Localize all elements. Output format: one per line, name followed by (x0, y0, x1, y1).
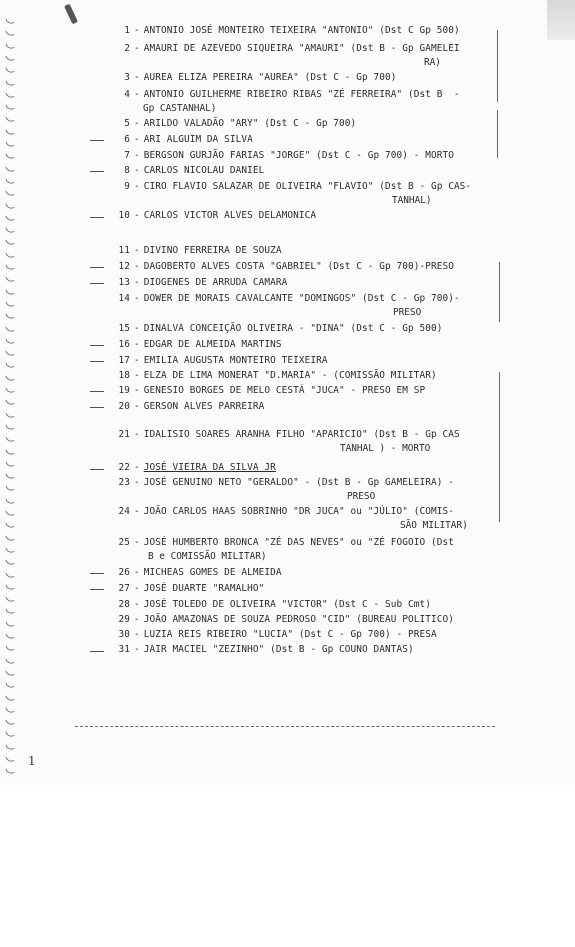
item-text: ARI ALGUIM DA SILVA (143, 134, 253, 145)
item-number: 15 (118, 323, 130, 334)
binder-hole (5, 768, 14, 776)
item-number: 26 (118, 567, 130, 578)
binder-hole (5, 337, 14, 345)
item-text: DINALVA CONCEIÇÃO OLIVEIRA - "DINA" (Dst C - Gp 500) (143, 323, 443, 334)
binder-hole (5, 300, 14, 308)
item-number: 22 (118, 462, 130, 473)
list-item (112, 628, 437, 641)
binder-hole (5, 718, 14, 726)
item-number: 23 (118, 477, 130, 488)
item-number: 17 (118, 355, 130, 366)
binder-hole (5, 79, 14, 87)
item-dash: - (134, 355, 140, 366)
item-text: AUREA ELIZA PEREIRA "AUREA" (Dst C - Gp 700) (143, 72, 397, 83)
item-text: ARILDO VALADÃO "ARY" (Dst C - Gp 700) (143, 118, 357, 129)
margin-line (499, 372, 500, 522)
item-text: JAIR MACIEL "ZEZINHO" (Dst B - Gp COUNO DANTAS) (143, 644, 414, 655)
margin-line (497, 110, 498, 158)
item-number: 21 (118, 429, 130, 440)
item-text: ANTONIO GUILHERME RIBEIRO RIBAS "ZÉ FERREIRA" (Dst B - (143, 89, 460, 100)
item-dash: - (134, 323, 140, 334)
list-item (112, 322, 442, 335)
list-item (112, 276, 287, 289)
list-item (112, 461, 276, 474)
item-text: JOÃO CARLOS HAAS SOBRINHO "DR JUCA" ou "JÚLIO" (COMIS- (143, 506, 454, 517)
item-dash: - (134, 25, 140, 36)
item-text: CARLOS NICOLAU DANIEL (143, 165, 265, 176)
binder-hole (5, 362, 14, 370)
item-text: JOSÉ TOLEDO DE OLIVEIRA "VICTOR" (Dst C - Sub Cmt) (143, 599, 431, 610)
binder-hole (5, 140, 14, 148)
list-item (112, 149, 454, 162)
item-number: 19 (118, 385, 130, 396)
item-text: AMAURI DE AZEVEDO SIQUEIRA "AMAURI" (Dst B - Gp GAMELEI (143, 43, 460, 54)
item-text: CIRO FLAVIO SALAZAR DE OLIVEIRA "FLAVIO" (Dst B - Gp CAS- (143, 181, 472, 192)
item-number: 1 (124, 25, 130, 36)
item-text: EMILIA AUGUSTA MONTEIRO TEIXEIRA (143, 355, 328, 366)
binder-hole (5, 731, 14, 739)
item-text: LUZIA REIS RIBEIRO "LUCIA" (Dst C - Gp 700) - PRESA (143, 629, 437, 640)
item-dash: - (134, 644, 140, 655)
margin-line (499, 262, 500, 322)
binder-hole (5, 743, 14, 751)
binder-hole (5, 226, 14, 234)
list-item (112, 566, 282, 579)
list-item (112, 164, 264, 177)
tick-mark (90, 361, 104, 362)
list-item (112, 260, 454, 273)
binder-hole (5, 312, 14, 320)
item-dash: - (134, 629, 140, 640)
binder-hole (5, 411, 14, 419)
list-item (112, 88, 460, 101)
list-item (112, 244, 282, 257)
item-continuation: RA) (424, 57, 441, 68)
item-number: 31 (118, 644, 130, 655)
binder-hole (5, 251, 14, 259)
item-number: 27 (118, 583, 130, 594)
item-dash: - (134, 401, 140, 412)
list-item (112, 292, 460, 305)
tick-mark (90, 217, 104, 218)
item-continuation: TANHAL ) - MORTO (340, 443, 431, 454)
list-item (112, 476, 454, 489)
item-dash: - (134, 567, 140, 578)
item-dash: - (134, 614, 140, 625)
list-item (112, 71, 397, 84)
blank-area (0, 785, 575, 947)
item-dash: - (134, 293, 140, 304)
binder-hole (5, 153, 14, 161)
item-number: 3 (124, 72, 130, 83)
item-text: ELZA DE LIMA MONERAT "D.MARIA" - (COMISSÃO MILITAR) (143, 370, 437, 381)
item-number: 29 (118, 614, 130, 625)
item-dash: - (134, 370, 140, 381)
item-number: 28 (118, 599, 130, 610)
item-number: 7 (124, 150, 130, 161)
binder-hole (5, 349, 14, 357)
tick-mark (90, 391, 104, 392)
list-item (112, 428, 460, 441)
item-continuation: PRESO (347, 491, 376, 502)
item-continuation: TANHAL) (392, 195, 432, 206)
list-item (112, 117, 356, 130)
item-text: GERSON ALVES PARREIRA (143, 401, 265, 412)
item-number: 8 (124, 165, 130, 176)
item-number: 5 (124, 118, 130, 129)
tick-mark (90, 140, 104, 141)
item-dash: - (134, 537, 140, 548)
list-item (112, 42, 460, 55)
binder-hole (5, 595, 14, 603)
list-item (112, 400, 264, 413)
item-dash: - (134, 261, 140, 272)
item-dash: - (134, 43, 140, 54)
binder-hole (5, 66, 14, 74)
binder-hole (5, 645, 14, 653)
item-text: JOSÉ HUMBERTO BRONCA "ZÉ DAS NEVES" ou "ZÉ FOGOIO (Dst (143, 537, 454, 548)
item-text: DIVINO FERREIRA DE SOUZA (143, 245, 282, 256)
tick-mark (90, 573, 104, 574)
item-dash: - (134, 599, 140, 610)
item-text: JOSÉ VIEIRA DA SILVA JR (143, 462, 276, 473)
binder-hole (5, 263, 14, 271)
item-number: 24 (118, 506, 130, 517)
binder-hole (5, 681, 14, 689)
binder-hole (5, 755, 14, 763)
binder-hole (5, 620, 14, 628)
item-dash: - (134, 477, 140, 488)
list-item (112, 613, 454, 626)
binder-hole (5, 116, 14, 124)
tick-mark (90, 171, 104, 172)
item-dash: - (134, 506, 140, 517)
list-item (112, 582, 264, 595)
item-continuation: PRESO (393, 307, 422, 318)
item-text: JOSÉ DUARTE "RAMALHO" (143, 583, 265, 594)
item-number: 2 (124, 43, 130, 54)
item-number: 12 (118, 261, 130, 272)
binder-hole (5, 42, 14, 50)
list-item (112, 133, 253, 146)
binder-hole (5, 386, 14, 394)
binder-hole (5, 202, 14, 210)
item-text: MICHEAS GOMES DE ALMEIDA (143, 567, 282, 578)
item-dash: - (134, 150, 140, 161)
item-dash: - (134, 72, 140, 83)
item-continuation: Gp CASTANHAL) (143, 103, 217, 114)
binder-hole (5, 103, 14, 111)
item-text: DAGOBERTO ALVES COSTA "GABRIEL" (Dst C - Gp 700)-PRESO (143, 261, 454, 272)
item-text: DOWER DE MORAIS CAVALCANTE "DOMINGOS" (Dst C - Gp 700)- (143, 293, 460, 304)
binder-hole (5, 657, 14, 665)
corner-tab (547, 0, 575, 40)
tick-mark (90, 267, 104, 268)
item-text: JOÃO AMAZONAS DE SOUZA PEDROSO "CID" (BUREAU POLITICO) (143, 614, 454, 625)
item-number: 11 (118, 245, 130, 256)
item-text: ANTONIO JOSÉ MONTEIRO TEIXEIRA "ANTONIO" (Dst C Gp 500) (143, 25, 460, 36)
tick-mark (90, 651, 104, 652)
tick-mark (90, 589, 104, 590)
binder-hole (5, 669, 14, 677)
binder-hole (5, 509, 14, 517)
item-number: 14 (118, 293, 130, 304)
binder-hole (5, 583, 14, 591)
item-number: 30 (118, 629, 130, 640)
margin-line (497, 30, 498, 102)
binder-hole (5, 17, 14, 25)
item-dash: - (134, 118, 140, 129)
binder-hole (5, 91, 14, 99)
binder-hole (5, 423, 14, 431)
list-item (112, 536, 454, 549)
list-item (112, 369, 437, 382)
binder-hole (5, 694, 14, 702)
item-dash: - (134, 89, 140, 100)
item-dash: - (134, 462, 140, 473)
item-text: GENESIO BORGES DE MELO CESTÁ "JUCA" - PRESO EM SP (143, 385, 426, 396)
item-dash: - (134, 277, 140, 288)
binder-hole (5, 128, 14, 136)
binder-hole (5, 571, 14, 579)
item-dash: - (134, 245, 140, 256)
binder-hole (5, 177, 14, 185)
binder-hole (5, 472, 14, 480)
item-number: 20 (118, 401, 130, 412)
list-item (112, 209, 316, 222)
list-item (112, 598, 431, 611)
staple-mark (64, 4, 78, 25)
binder-hole (5, 239, 14, 247)
list-item (112, 354, 328, 367)
list-item (112, 384, 425, 397)
list-item (112, 24, 460, 37)
binder-hole (5, 608, 14, 616)
binder-hole (5, 558, 14, 566)
tick-mark (90, 283, 104, 284)
binder-hole (5, 214, 14, 222)
binder-hole (5, 374, 14, 382)
binder-hole (5, 325, 14, 333)
item-number: 16 (118, 339, 130, 350)
item-number: 18 (118, 370, 130, 381)
item-dash: - (134, 165, 140, 176)
item-text: EDGAR DE ALMEIDA MARTINS (143, 339, 282, 350)
item-number: 10 (118, 210, 130, 221)
binder-hole (5, 522, 14, 530)
binder-hole (5, 632, 14, 640)
binder-hole (5, 485, 14, 493)
item-text: BERGSON GURJÃO FARIAS "JORGE" (Dst C - Gp 700) - MORTO (143, 150, 454, 161)
list-item (112, 180, 471, 193)
item-number: 9 (124, 181, 130, 192)
item-dash: - (134, 385, 140, 396)
tick-mark (90, 345, 104, 346)
binder-hole (5, 276, 14, 284)
item-dash: - (134, 134, 140, 145)
item-dash: - (134, 583, 140, 594)
item-number: 13 (118, 277, 130, 288)
binder-hole (5, 435, 14, 443)
binder-hole (5, 399, 14, 407)
item-dash: - (134, 339, 140, 350)
item-dash: - (134, 210, 140, 221)
binder-hole (5, 54, 14, 62)
list-item (112, 505, 454, 518)
binder-holes (2, 18, 18, 778)
item-number: 6 (124, 134, 130, 145)
list-item (112, 338, 282, 351)
binder-hole (5, 706, 14, 714)
item-text: IDALISIO SOARES ARANHA FILHO "APARICIO" (Dst B - Gp CAS (143, 429, 460, 440)
binder-hole (5, 546, 14, 554)
binder-hole (5, 534, 14, 542)
binder-hole (5, 460, 14, 468)
item-text: CARLOS VICTOR ALVES DELAMONICA (143, 210, 317, 221)
item-continuation: SÃO MILITAR) (400, 520, 468, 531)
tick-mark (90, 469, 104, 470)
item-number: 25 (118, 537, 130, 548)
item-text: DIOGENES DE ARRUDA CAMARA (143, 277, 288, 288)
item-text: JOSÉ GENUINO NETO "GERALDO" - (Dst B - Gp GAMELEIRA) - (143, 477, 454, 488)
binder-hole (5, 448, 14, 456)
binder-hole (5, 30, 14, 38)
page-number: 1 (28, 754, 36, 768)
binder-hole (5, 288, 14, 296)
binder-hole (5, 189, 14, 197)
item-dash: - (134, 181, 140, 192)
item-number: 4 (124, 89, 130, 100)
item-continuation: B e COMISSÃO MILITAR) (148, 551, 267, 562)
binder-hole (5, 165, 14, 173)
list-item (112, 643, 414, 656)
item-dash: - (134, 429, 140, 440)
bottom-dashed-line (75, 718, 495, 727)
tick-mark (90, 407, 104, 408)
binder-hole (5, 497, 14, 505)
